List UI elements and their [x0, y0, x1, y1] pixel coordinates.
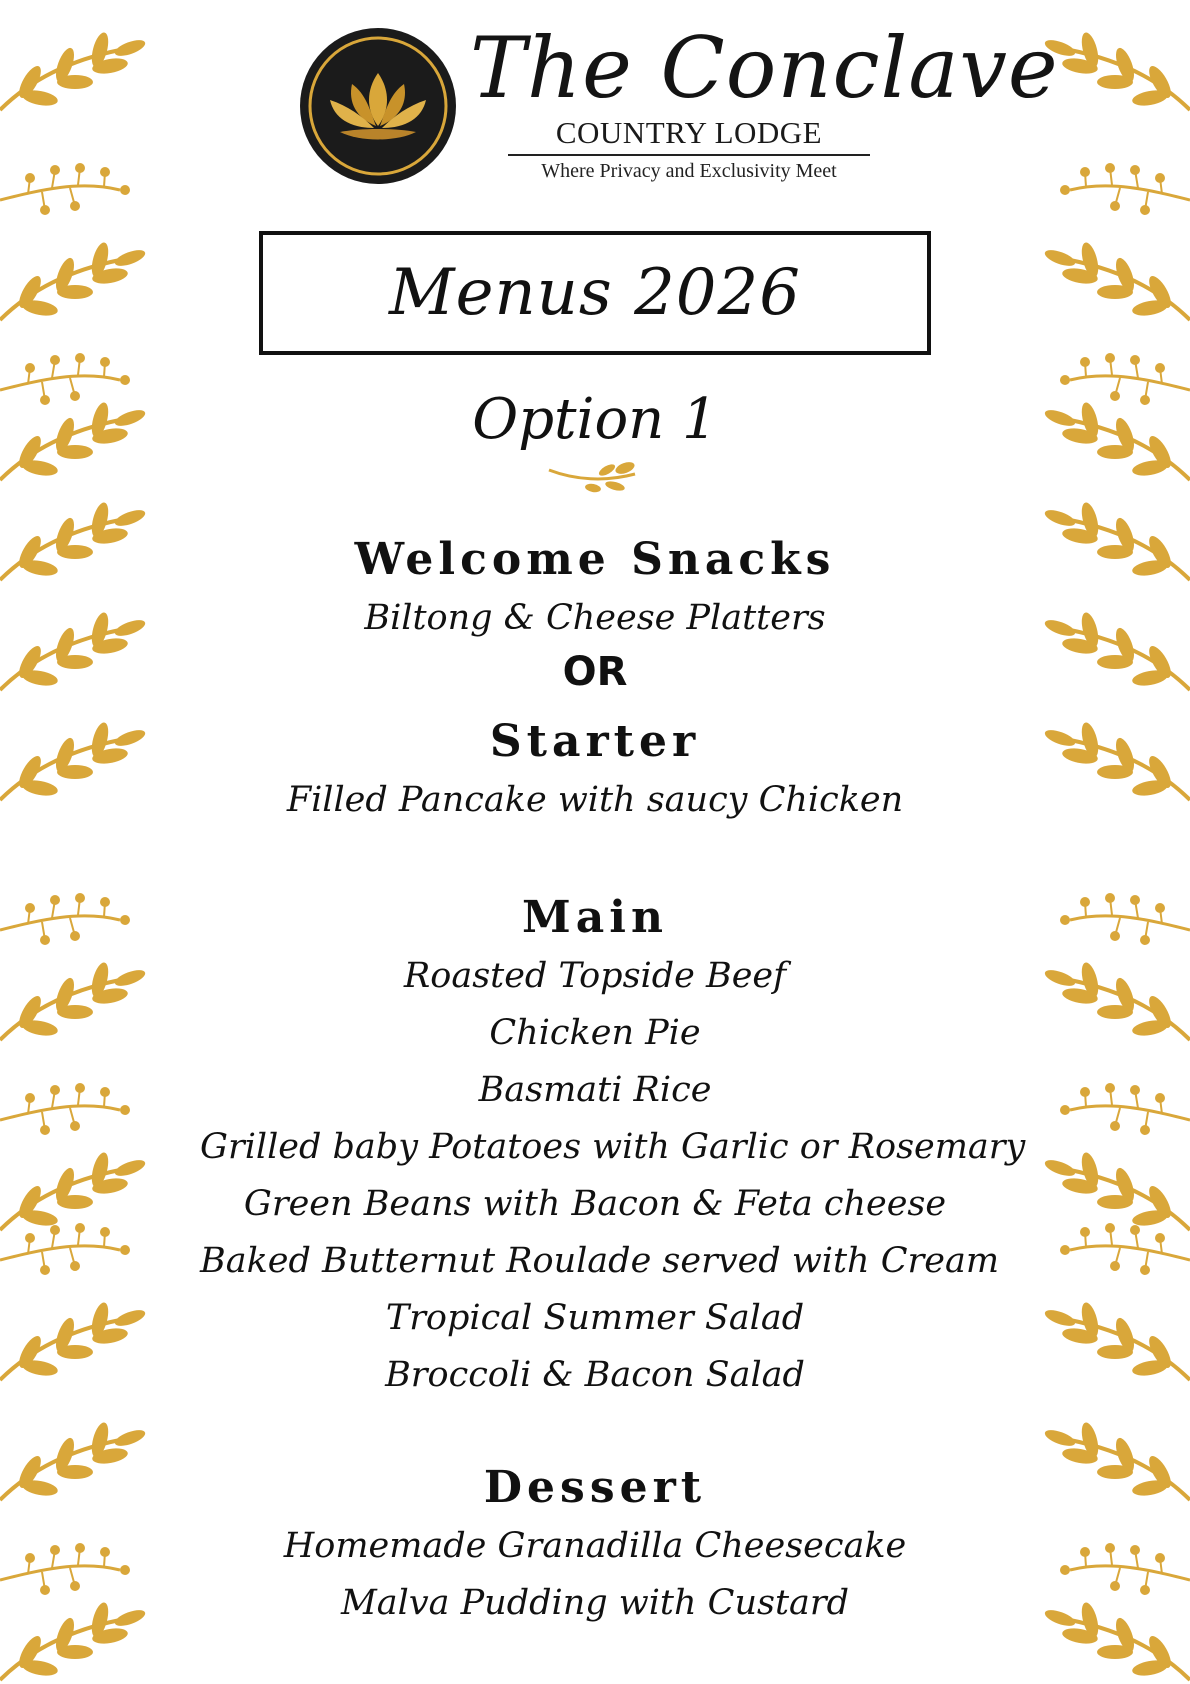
title-box [259, 231, 931, 355]
dessert-heading: Dessert [483, 1462, 707, 1513]
logo [300, 28, 456, 184]
lotus-icon [300, 28, 456, 184]
section-welcome-snacks [200, 530, 990, 697]
menu-item: Chicken Pie [489, 1013, 701, 1053]
brand-tagline: Where Privacy and Exclusivity Meet [541, 160, 837, 182]
or-divider: OR [562, 649, 628, 695]
menu-item: Tropical Summer Salad [385, 1298, 805, 1338]
right-foliage-border [1040, 0, 1190, 1684]
option-label: Option 1 [472, 387, 718, 452]
menu-item: Filled Pancake with saucy Chicken [286, 780, 904, 820]
brand-divider [508, 154, 870, 156]
main-heading: Main [522, 892, 668, 943]
brand-subtitle: COUNTRY LODGE [555, 115, 823, 150]
brand-header [300, 19, 1059, 186]
menu-item: Roasted Topside Beef [403, 956, 787, 996]
menu-item: Green Beans with Bacon & Feta cheese [243, 1184, 947, 1224]
section-dessert [200, 1458, 990, 1632]
section-main [200, 888, 1026, 1404]
menu-item: Homemade Granadilla Cheesecake [283, 1526, 907, 1566]
gold-sprig-ornament [545, 460, 645, 500]
menu-item: Malva Pudding with Custard [340, 1583, 850, 1623]
menu-item: Biltong & Cheese Platters [364, 598, 826, 638]
left-foliage-border [0, 0, 150, 1684]
brand-name: The Conclave [470, 19, 1059, 117]
section-starter [200, 712, 990, 829]
menu-item: Baked Butternut Roulade served with Cream [200, 1241, 1000, 1281]
starter-heading: Starter [489, 716, 701, 767]
page-title: Menus 2026 [389, 256, 801, 330]
welcome-snacks-heading: Welcome Snacks [354, 534, 836, 585]
menu-item: Grilled baby Potatoes with Garlic or Rosemary [200, 1127, 1026, 1167]
menu-item: Broccoli & Bacon Salad [385, 1355, 805, 1395]
menu-item: Basmati Rice [478, 1070, 712, 1110]
